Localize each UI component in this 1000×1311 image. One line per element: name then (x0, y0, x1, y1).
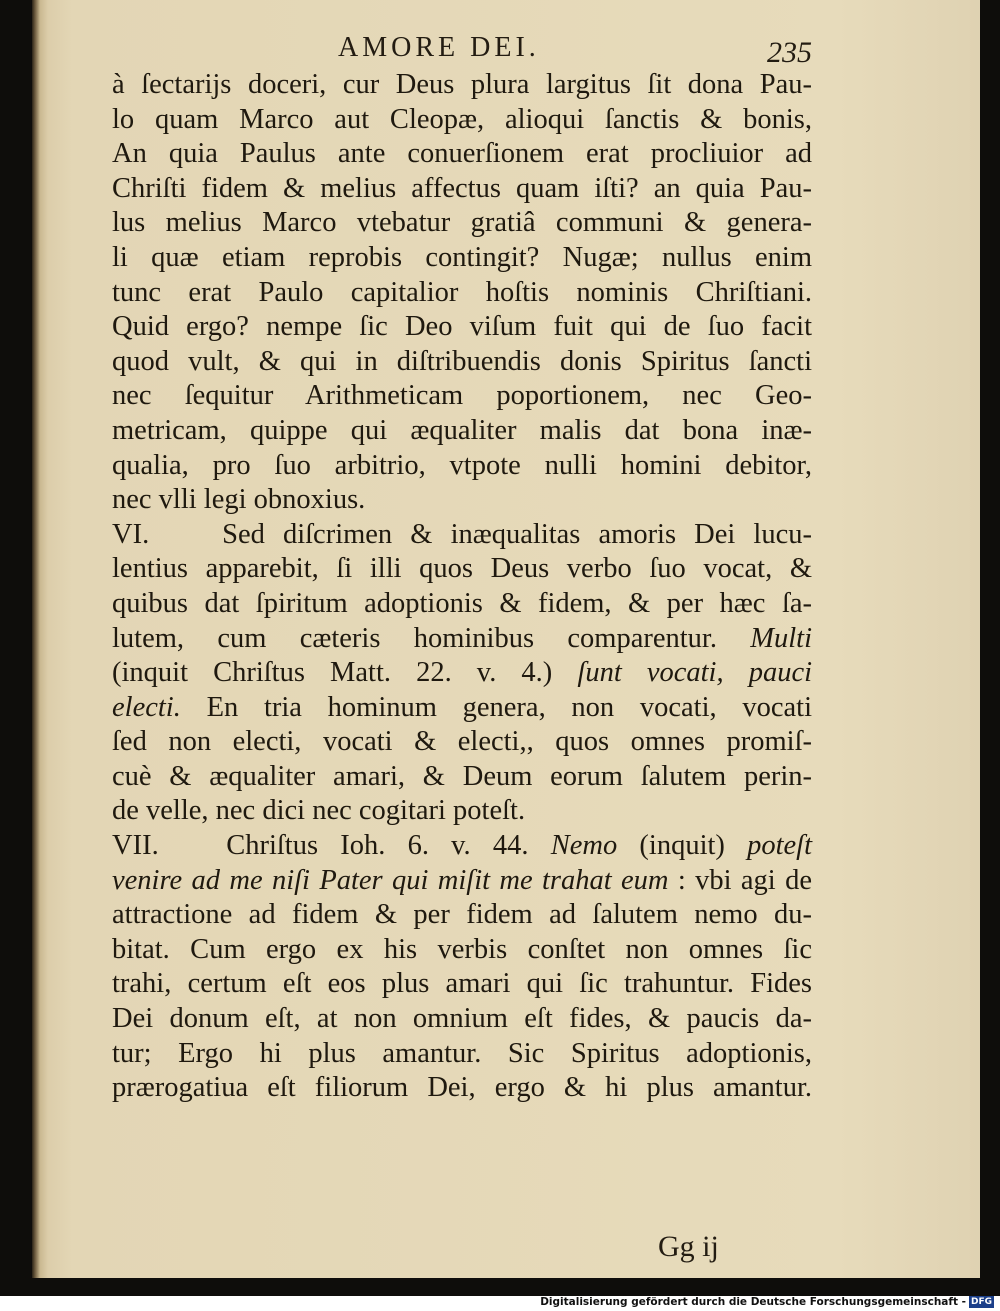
text-line (112, 206, 812, 241)
text-line (112, 725, 812, 760)
section-number: VII. (112, 830, 159, 862)
text-line (112, 933, 812, 968)
line-text: prærogatiua eſt filiorum Dei, ergo & hi plus amantur. (112, 1072, 812, 1104)
line-text: Quid ergo? nempe ſic Deo viſum fuit qui de ſuo facit (112, 311, 812, 343)
line-text: (inquit Chriſtus Matt. 22. v. 4.) (112, 657, 553, 689)
text-line (112, 864, 812, 899)
text-line (112, 794, 812, 829)
text-line (112, 1071, 812, 1106)
book-page (32, 0, 980, 1278)
page-header (32, 32, 980, 72)
line-text: En tria hominum genera, non vocati, vocati (206, 691, 813, 723)
italic-text: Multi (750, 622, 813, 654)
text-line (112, 518, 812, 553)
line-text: An quia Paulus ante conuerſionem erat procliuior ad (112, 138, 812, 170)
text-line (112, 103, 812, 138)
text-line (112, 829, 812, 864)
line-text: lo quam Marco aut Cleopæ, alioqui ſanctis & bonis, (112, 103, 812, 135)
line-text: li quæ etiam reprobis contingit? Nugæ; nullus enim (112, 241, 812, 273)
italic-text: Nemo (550, 830, 618, 862)
line-text: quibus dat ſpiritum adoptionis & fidem, & per hæc ſa- (112, 587, 812, 619)
line-text: tur; Ergo hi plus amantur. Sic Spiritus adoptionis, (112, 1037, 812, 1069)
dfg-logo: DFG (970, 1297, 992, 1307)
text-line (112, 967, 812, 1002)
text-line (112, 898, 812, 933)
line-text: attractione ad fidem & per fidem ad ſalutem nemo du- (112, 899, 812, 931)
line-text: : vbi agi de (677, 864, 812, 896)
line-text: Chriſtus Ioh. 6. v. 44. (226, 830, 529, 862)
line-text: de velle, nec dici nec cogitari poteſt. (112, 795, 526, 827)
line-text: lentius apparebit, ſi illi quos Deus verbo ſuo vocat, & (112, 553, 812, 585)
text-line (112, 345, 812, 380)
line-text: ſed non electi, vocati & electi,, quos omnes promiſ- (112, 726, 812, 758)
text-line (112, 1002, 812, 1037)
line-text: qualia, pro ſuo arbitrio, vtpote nulli homini debitor, (112, 449, 812, 481)
text-line (112, 483, 812, 518)
line-text: Chriſti fidem & melius affectus quam iſti? an quia Pau- (112, 172, 812, 204)
footer-credit (540, 1295, 994, 1309)
text-line (112, 552, 812, 587)
text-line (112, 449, 812, 484)
text-line (112, 691, 812, 726)
text-line (112, 760, 812, 795)
line-text: quod vult, & qui in diſtribuendis donis Spiritus ſancti (112, 345, 812, 377)
section-number: VI. (112, 518, 150, 550)
text-line (112, 137, 812, 172)
line-text: Sed diſcrimen & inæqualitas amoris Dei lucu- (222, 518, 812, 550)
text-line (112, 587, 812, 622)
italic-text: poteſt (747, 830, 813, 862)
line-text: nec ſequitur Arithmeticam poportionem, nec Geo- (112, 380, 812, 412)
line-text: cuè & æqualiter amari, & Deum eorum ſalutem perin- (112, 760, 812, 792)
text-line (112, 656, 812, 691)
running-title: AMORE DEI. (338, 32, 540, 63)
line-text: metricam, quippe qui æqualiter malis dat bona inæ- (112, 414, 812, 446)
text-line (112, 310, 812, 345)
line-text: tunc erat Paulo capitalior hoſtis nominis Chriſtiani. (112, 276, 812, 308)
text-line (112, 379, 812, 414)
italic-text: venire ad me niſi Pater qui miſit me trahat eum (112, 864, 669, 896)
line-text: bitat. Cum ergo ex his verbis conſtet non omnes ſic (112, 933, 812, 965)
line-text: nec vlli legi obnoxius. (112, 484, 366, 516)
signature-mark: Gg ij (658, 1230, 719, 1263)
text-line (112, 622, 812, 657)
line-text: à ſectarijs doceri, cur Deus plura largitus ſit dona Pau- (112, 69, 812, 100)
footer-credit-text: Digitalisierung gefördert durch die Deutsche Forschungsgemeinschaft - (540, 1296, 966, 1308)
line-text: lutem, cum cæteris hominibus comparentur. (112, 622, 717, 654)
line-text: lus melius Marco vtebatur gratiâ communi & genera- (112, 207, 812, 239)
text-line (112, 276, 812, 311)
line-text: (inquit) (639, 830, 725, 862)
page-number: 235 (767, 36, 812, 69)
text-line (112, 68, 812, 103)
text-line (112, 1037, 812, 1072)
line-text: Dei donum eſt, at non omnium eſt fides, & paucis da- (112, 1003, 812, 1035)
italic-text: ſunt vocati, pauci (577, 657, 813, 689)
text-line (112, 414, 812, 449)
body-text (112, 68, 812, 1106)
line-text: trahi, certum eſt eos plus amari qui ſic trahuntur. Fides (112, 968, 812, 1000)
text-line (112, 172, 812, 207)
text-line (112, 241, 812, 276)
italic-text: electi. (112, 691, 181, 723)
